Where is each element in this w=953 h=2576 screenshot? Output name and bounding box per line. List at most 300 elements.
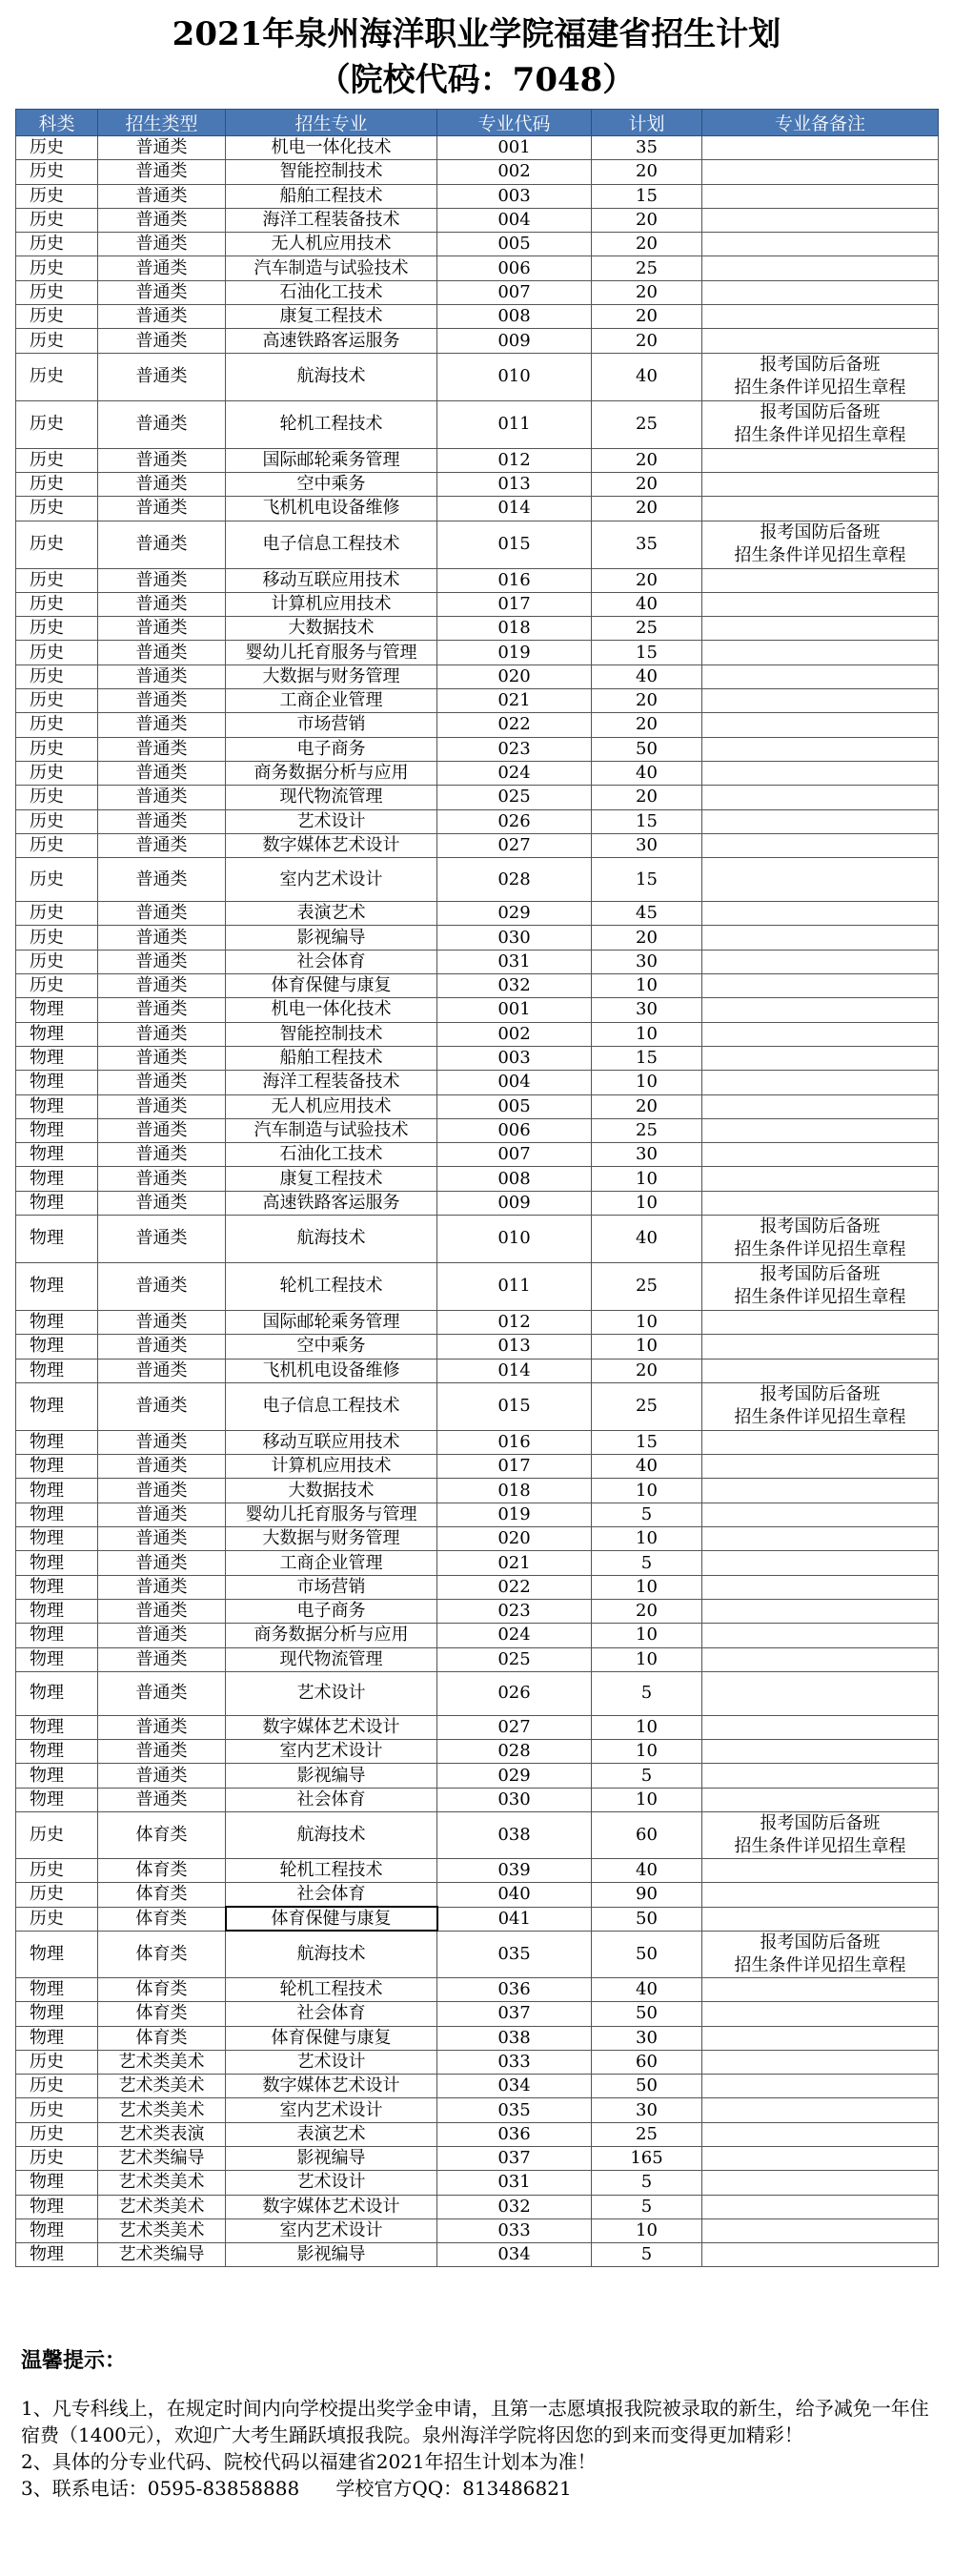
code-cell: 013 <box>437 1335 592 1359</box>
table-row <box>16 1883 939 1907</box>
major-cell: 社会体育 <box>226 1788 437 1811</box>
header-major-code: 专业代码 <box>437 110 592 136</box>
type-cell: 体育类 <box>98 1907 226 1931</box>
subject-cell: 物理 <box>16 2195 98 2218</box>
plan-cell: 20 <box>592 786 702 809</box>
plan-cell: 5 <box>592 1503 702 1526</box>
code-cell: 020 <box>437 1527 592 1551</box>
subject-cell: 物理 <box>16 1575 98 1599</box>
plan-cell: 20 <box>592 1359 702 1382</box>
type-cell: 普通类 <box>98 1094 226 1118</box>
type-cell: 普通类 <box>98 926 226 950</box>
major-cell: 婴幼儿托育服务与管理 <box>226 1503 437 1526</box>
type-cell: 普通类 <box>98 329 226 353</box>
type-cell: 艺术类美术 <box>98 2195 226 2218</box>
code-cell: 041 <box>437 1907 592 1931</box>
code-cell: 032 <box>437 2195 592 2218</box>
table-row <box>16 1575 939 1599</box>
table-row <box>16 2026 939 2050</box>
type-cell: 普通类 <box>98 1382 226 1430</box>
major-cell: 现代物流管理 <box>226 786 437 809</box>
major-cell: 工商企业管理 <box>226 1551 437 1575</box>
table-row <box>16 1859 939 1883</box>
table-row <box>16 472 939 496</box>
type-cell: 普通类 <box>98 1647 226 1671</box>
major-cell: 国际邮轮乘务管理 <box>226 1310 437 1334</box>
table-row <box>16 1215 939 1262</box>
qq-label: 学校官方QQ： <box>335 2477 463 2500</box>
major-cell: 电子信息工程技术 <box>226 521 437 568</box>
table-row <box>16 1191 939 1215</box>
plan-cell: 20 <box>592 472 702 496</box>
major-cell: 数字媒体艺术设计 <box>226 2075 437 2098</box>
type-cell: 普通类 <box>98 1262 226 1310</box>
table-row <box>16 950 939 973</box>
plan-cell: 40 <box>592 353 702 400</box>
subject-cell: 历史 <box>16 329 98 353</box>
subject-cell: 物理 <box>16 1671 98 1715</box>
remark-cell <box>702 902 939 926</box>
type-cell: 普通类 <box>98 160 226 184</box>
plan-cell: 165 <box>592 2147 702 2171</box>
remark-cell <box>702 1883 939 1907</box>
table-row <box>16 2218 939 2242</box>
code-cell: 017 <box>437 592 592 616</box>
table-row <box>16 1455 939 1479</box>
code-cell: 004 <box>437 1071 592 1094</box>
code-cell: 036 <box>437 2122 592 2146</box>
major-cell: 高速铁路客运服务 <box>226 1191 437 1215</box>
code-cell: 002 <box>437 160 592 184</box>
remark-cell <box>702 592 939 616</box>
table-row <box>16 1624 939 1647</box>
code-cell: 010 <box>437 1215 592 1262</box>
table-row <box>16 1977 939 2001</box>
table-row <box>16 1764 939 1788</box>
table-row <box>16 208 939 232</box>
subject-cell: 历史 <box>16 353 98 400</box>
type-cell: 体育类 <box>98 1931 226 1977</box>
header-plan: 计划 <box>592 110 702 136</box>
remark-cell <box>702 1788 939 1811</box>
plan-cell: 15 <box>592 641 702 664</box>
remark-cell: 报考国防后备班 招生条件详见招生章程 <box>702 400 939 448</box>
table-row <box>16 136 939 160</box>
table-row <box>16 521 939 568</box>
major-cell: 室内艺术设计 <box>226 2218 437 2242</box>
type-cell: 普通类 <box>98 521 226 568</box>
code-cell: 007 <box>437 280 592 304</box>
code-cell: 012 <box>437 1310 592 1334</box>
code-cell: 018 <box>437 617 592 641</box>
code-cell: 040 <box>437 1883 592 1907</box>
remark-cell: 报考国防后备班 招生条件详见招生章程 <box>702 1215 939 1262</box>
plan-cell: 10 <box>592 1022 702 1046</box>
subject-cell: 物理 <box>16 998 98 1022</box>
table-row <box>16 1740 939 1764</box>
plan-cell: 25 <box>592 256 702 280</box>
major-cell: 船舶工程技术 <box>226 1046 437 1070</box>
table-row <box>16 1382 939 1430</box>
remark-cell <box>702 833 939 857</box>
plan-cell: 20 <box>592 713 702 737</box>
remark-cell <box>702 1335 939 1359</box>
major-cell: 影视编导 <box>226 2147 437 2171</box>
subject-cell: 物理 <box>16 1479 98 1503</box>
table-row <box>16 1143 939 1167</box>
plan-cell: 40 <box>592 592 702 616</box>
table-row <box>16 689 939 713</box>
plan-cell: 20 <box>592 208 702 232</box>
plan-cell: 20 <box>592 926 702 950</box>
code-cell: 033 <box>437 2218 592 2242</box>
header-type: 招生类型 <box>98 110 226 136</box>
plan-cell: 5 <box>592 1764 702 1788</box>
remark-cell <box>702 761 939 785</box>
phone-number: 0595-83858888 <box>147 2477 300 2500</box>
plan-cell: 10 <box>592 1479 702 1503</box>
code-cell: 038 <box>437 1812 592 1859</box>
major-cell: 移动互联应用技术 <box>226 1430 437 1454</box>
code-cell: 013 <box>437 472 592 496</box>
plan-cell: 20 <box>592 497 702 521</box>
code-cell: 024 <box>437 1624 592 1647</box>
table-row <box>16 2147 939 2171</box>
major-cell: 影视编导 <box>226 926 437 950</box>
table-row <box>16 2195 939 2218</box>
code-cell: 027 <box>437 1715 592 1739</box>
subject-cell: 物理 <box>16 2243 98 2267</box>
table-row <box>16 233 939 256</box>
plan-cell: 15 <box>592 809 702 833</box>
code-cell: 022 <box>437 713 592 737</box>
table-row <box>16 1503 939 1526</box>
major-cell: 室内艺术设计 <box>226 2098 437 2122</box>
type-cell: 普通类 <box>98 1479 226 1503</box>
major-cell: 智能控制技术 <box>226 160 437 184</box>
code-cell: 019 <box>437 641 592 664</box>
remark-cell <box>702 160 939 184</box>
type-cell: 普通类 <box>98 1715 226 1739</box>
major-cell: 社会体育 <box>226 1883 437 1907</box>
major-cell: 航海技术 <box>226 1931 437 1977</box>
major-cell: 机电一体化技术 <box>226 136 437 160</box>
type-cell: 普通类 <box>98 1788 226 1811</box>
remark-cell <box>702 926 939 950</box>
type-cell: 普通类 <box>98 833 226 857</box>
subject-cell: 物理 <box>16 1977 98 2001</box>
major-cell: 航海技术 <box>226 1215 437 1262</box>
table-row <box>16 305 939 329</box>
subject-cell: 物理 <box>16 1046 98 1070</box>
plan-cell: 10 <box>592 1788 702 1811</box>
type-cell: 体育类 <box>98 1977 226 2001</box>
subject-cell: 历史 <box>16 2147 98 2171</box>
remark-cell <box>702 184 939 208</box>
code-cell: 014 <box>437 497 592 521</box>
remark-cell <box>702 329 939 353</box>
remark-cell <box>702 1022 939 1046</box>
type-cell: 普通类 <box>98 400 226 448</box>
type-cell: 普通类 <box>98 592 226 616</box>
table-row <box>16 1647 939 1671</box>
table-row <box>16 1671 939 1715</box>
remark-cell <box>702 1143 939 1167</box>
major-cell: 船舶工程技术 <box>226 184 437 208</box>
type-cell: 普通类 <box>98 761 226 785</box>
remark-cell <box>702 1118 939 1142</box>
plan-cell: 25 <box>592 400 702 448</box>
major-cell: 机电一体化技术 <box>226 998 437 1022</box>
plan-cell: 15 <box>592 858 702 902</box>
remark-cell <box>702 1575 939 1599</box>
type-cell: 普通类 <box>98 280 226 304</box>
remark-cell <box>702 472 939 496</box>
subject-cell: 物理 <box>16 2002 98 2026</box>
code-cell: 038 <box>437 2026 592 2050</box>
subject-cell: 物理 <box>16 1647 98 1671</box>
subject-cell: 历史 <box>16 1907 98 1931</box>
major-cell: 商务数据分析与应用 <box>226 761 437 785</box>
remark-cell <box>702 1764 939 1788</box>
enrollment-plan-table <box>15 109 939 2267</box>
major-cell: 空中乘务 <box>226 472 437 496</box>
table-row <box>16 1551 939 1575</box>
subject-cell: 物理 <box>16 1455 98 1479</box>
remark-cell <box>702 305 939 329</box>
code-cell: 026 <box>437 1671 592 1715</box>
plan-cell: 50 <box>592 1907 702 1931</box>
major-cell: 航海技术 <box>226 1812 437 1859</box>
type-cell: 普通类 <box>98 353 226 400</box>
major-cell: 市场营销 <box>226 713 437 737</box>
plan-cell: 40 <box>592 664 702 688</box>
subject-cell: 历史 <box>16 641 98 664</box>
major-cell: 康复工程技术 <box>226 1167 437 1191</box>
remark-cell <box>702 1624 939 1647</box>
table-row <box>16 1788 939 1811</box>
table-row <box>16 353 939 400</box>
major-cell: 高速铁路客运服务 <box>226 329 437 353</box>
remark-cell <box>702 617 939 641</box>
subject-cell: 历史 <box>16 592 98 616</box>
plan-cell: 20 <box>592 568 702 592</box>
plan-cell: 60 <box>592 2050 702 2074</box>
major-cell: 石油化工技术 <box>226 1143 437 1167</box>
subject-cell: 物理 <box>16 1551 98 1575</box>
type-cell: 普通类 <box>98 1191 226 1215</box>
table-row <box>16 737 939 761</box>
subject-cell: 物理 <box>16 1215 98 1262</box>
remark-cell <box>702 1359 939 1382</box>
type-cell: 艺术类美术 <box>98 2098 226 2122</box>
remark-cell <box>702 2171 939 2195</box>
table-row <box>16 1167 939 1191</box>
type-cell: 普通类 <box>98 1310 226 1334</box>
subject-cell: 历史 <box>16 2122 98 2146</box>
table-row <box>16 641 939 664</box>
plan-cell: 10 <box>592 1740 702 1764</box>
type-cell: 普通类 <box>98 1551 226 1575</box>
table-row <box>16 2075 939 2098</box>
type-cell: 普通类 <box>98 1071 226 1094</box>
remark-cell <box>702 256 939 280</box>
subject-cell: 物理 <box>16 2218 98 2242</box>
subject-cell: 物理 <box>16 1931 98 1977</box>
table-row <box>16 1310 939 1334</box>
plan-cell: 10 <box>592 1167 702 1191</box>
remark-cell: 报考国防后备班 招生条件详见招生章程 <box>702 353 939 400</box>
table-row <box>16 761 939 785</box>
plan-cell: 20 <box>592 233 702 256</box>
type-cell: 普通类 <box>98 617 226 641</box>
code-cell: 005 <box>437 233 592 256</box>
table-row <box>16 2243 939 2267</box>
plan-cell: 90 <box>592 1883 702 1907</box>
major-cell: 婴幼儿托育服务与管理 <box>226 641 437 664</box>
code-cell: 016 <box>437 568 592 592</box>
plan-cell: 30 <box>592 2026 702 2050</box>
remark-cell <box>702 2002 939 2026</box>
remark-cell <box>702 737 939 761</box>
code-cell: 003 <box>437 184 592 208</box>
remark-cell <box>702 1551 939 1575</box>
table-row <box>16 329 939 353</box>
plan-cell: 20 <box>592 1599 702 1623</box>
table-row <box>16 1931 939 1977</box>
type-cell: 普通类 <box>98 1599 226 1623</box>
major-cell: 飞机机电设备维修 <box>226 1359 437 1382</box>
plan-cell: 5 <box>592 2171 702 2195</box>
plan-cell: 5 <box>592 1671 702 1715</box>
table-row <box>16 809 939 833</box>
remark-cell <box>702 2075 939 2098</box>
plan-cell: 10 <box>592 1310 702 1334</box>
code-cell: 007 <box>437 1143 592 1167</box>
major-cell: 表演艺术 <box>226 902 437 926</box>
plan-cell: 40 <box>592 1859 702 1883</box>
code-cell: 006 <box>437 1118 592 1142</box>
major-cell: 汽车制造与试验技术 <box>226 1118 437 1142</box>
plan-cell: 20 <box>592 329 702 353</box>
code-cell: 030 <box>437 926 592 950</box>
code-cell: 026 <box>437 809 592 833</box>
notes-heading: 温馨提示： <box>21 2348 127 2373</box>
subject-cell: 历史 <box>16 497 98 521</box>
plan-cell: 50 <box>592 2002 702 2026</box>
notes-section <box>21 2347 936 2502</box>
major-cell: 康复工程技术 <box>226 305 437 329</box>
type-cell: 体育类 <box>98 1883 226 1907</box>
subject-cell: 历史 <box>16 974 98 998</box>
table-row <box>16 1907 939 1931</box>
type-cell: 艺术类编导 <box>98 2243 226 2267</box>
type-cell: 体育类 <box>98 2026 226 2050</box>
remark-cell <box>702 2122 939 2146</box>
table-row <box>16 713 939 737</box>
remark-cell <box>702 1907 939 1931</box>
type-cell: 普通类 <box>98 809 226 833</box>
major-cell: 智能控制技术 <box>226 1022 437 1046</box>
major-cell: 社会体育 <box>226 2002 437 2026</box>
subject-cell: 物理 <box>16 1740 98 1764</box>
code-cell: 015 <box>437 1382 592 1430</box>
code-cell: 012 <box>437 448 592 472</box>
subject-cell: 历史 <box>16 208 98 232</box>
remark-cell <box>702 2243 939 2267</box>
note-item-2: 2、具体的分专业代码、院校代码以福建省2021年招生计划本为准！ <box>21 2450 597 2473</box>
code-cell: 015 <box>437 521 592 568</box>
plan-cell: 40 <box>592 761 702 785</box>
subject-cell: 历史 <box>16 1812 98 1859</box>
type-cell: 普通类 <box>98 1671 226 1715</box>
school-code-subtitle: （院校代码：7048） <box>317 61 636 99</box>
subject-cell: 历史 <box>16 2050 98 2074</box>
subject-cell: 物理 <box>16 1503 98 1526</box>
subject-cell: 物理 <box>16 1764 98 1788</box>
plan-cell: 50 <box>592 2075 702 2098</box>
table-row <box>16 160 939 184</box>
type-cell: 普通类 <box>98 1215 226 1262</box>
remark-cell <box>702 1859 939 1883</box>
table-row <box>16 448 939 472</box>
table-row <box>16 1812 939 1859</box>
code-cell: 021 <box>437 1551 592 1575</box>
type-cell: 普通类 <box>98 184 226 208</box>
major-cell: 海洋工程装备技术 <box>226 208 437 232</box>
table-row <box>16 833 939 857</box>
code-cell: 001 <box>437 136 592 160</box>
plan-cell: 30 <box>592 2098 702 2122</box>
table-row <box>16 497 939 521</box>
subject-cell: 历史 <box>16 256 98 280</box>
code-cell: 024 <box>437 761 592 785</box>
subject-cell: 历史 <box>16 233 98 256</box>
major-cell: 计算机应用技术 <box>226 592 437 616</box>
remark-cell <box>702 1599 939 1623</box>
plan-cell: 20 <box>592 160 702 184</box>
remark-cell: 报考国防后备班 招生条件详见招生章程 <box>702 1812 939 1859</box>
type-cell: 普通类 <box>98 858 226 902</box>
subject-cell: 历史 <box>16 809 98 833</box>
remark-cell <box>702 1715 939 1739</box>
remark-cell <box>702 1430 939 1454</box>
type-cell: 艺术类美术 <box>98 2050 226 2074</box>
subject-cell: 历史 <box>16 926 98 950</box>
table-row <box>16 1527 939 1551</box>
table-row <box>16 902 939 926</box>
subject-cell: 物理 <box>16 1022 98 1046</box>
subject-cell: 物理 <box>16 1191 98 1215</box>
subject-cell: 历史 <box>16 472 98 496</box>
code-cell: 006 <box>437 256 592 280</box>
subject-cell: 物理 <box>16 2171 98 2195</box>
code-cell: 023 <box>437 1599 592 1623</box>
plan-cell: 15 <box>592 1430 702 1454</box>
plan-cell: 10 <box>592 2218 702 2242</box>
major-cell: 影视编导 <box>226 1764 437 1788</box>
code-cell: 005 <box>437 1094 592 1118</box>
remark-cell <box>702 1740 939 1764</box>
plan-cell: 30 <box>592 833 702 857</box>
plan-cell: 35 <box>592 521 702 568</box>
remark-cell <box>702 1094 939 1118</box>
remark-cell: 报考国防后备班 招生条件详见招生章程 <box>702 521 939 568</box>
type-cell: 普通类 <box>98 1575 226 1599</box>
code-cell: 034 <box>437 2243 592 2267</box>
subject-cell: 物理 <box>16 1143 98 1167</box>
table-row <box>16 998 939 1022</box>
